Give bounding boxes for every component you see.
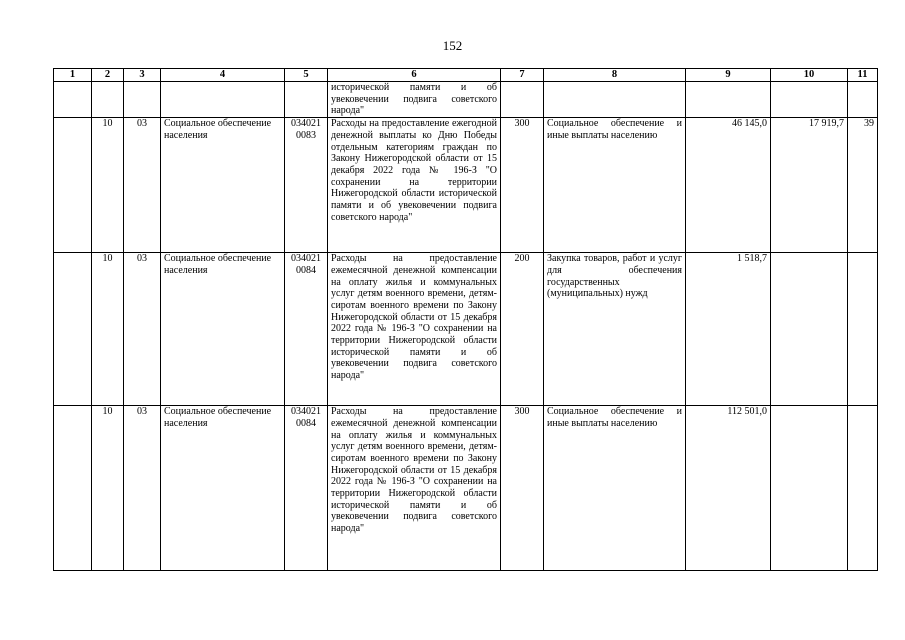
cell-col1 bbox=[54, 406, 92, 571]
amount-col11-cell bbox=[848, 406, 878, 571]
amount-col11-cell bbox=[848, 253, 878, 406]
expense-description-cell: Расходы на предоставление ежегодной денежной выплаты ко Дню Победы отдельным категориям граждан по Закону Нижегородской области от 15 декабря 2022 года № 196-З "О сохранении на территории Нижегородской области исторической памяти и об увековечении подвига советского народа" bbox=[328, 118, 501, 253]
table-row bbox=[54, 406, 878, 571]
cell bbox=[686, 82, 771, 118]
section-code-cell: 10 bbox=[92, 406, 124, 571]
target-code-cell: 034021 0084 bbox=[285, 253, 328, 406]
header-row bbox=[54, 69, 878, 82]
cell bbox=[285, 82, 328, 118]
cell bbox=[848, 82, 878, 118]
expense-type-name-cell: Социальное обеспечение и иные выплаты населению bbox=[544, 118, 686, 253]
expense-description-cell: Расходы на предоставление ежемесячной денежной компенсации на оплату жилья и коммунальных услуг детям военного времени, детям-сиротам военного времени по Закону Нижегородской области от 15 декабря 2022 года № 196-З "О сохранении на территории Нижегородской области исторической памяти и об увековечении подвига советского народа" bbox=[328, 253, 501, 406]
subsection-name-cell: Социальное обеспечение населения bbox=[161, 118, 285, 253]
expense-type-code-cell: 200 bbox=[501, 253, 544, 406]
page-number: 152 bbox=[442, 38, 463, 53]
expense-type-name-cell: Закупка товаров, работ и услуг для обеспечения государственных (муниципальных) нужд bbox=[544, 253, 686, 406]
subsection-code-cell: 03 bbox=[124, 253, 161, 406]
cell bbox=[771, 82, 848, 118]
header-col-7: 7 bbox=[501, 69, 544, 82]
subsection-code-cell: 03 bbox=[124, 118, 161, 253]
header-col-11: 11 bbox=[848, 69, 878, 82]
expense-type-code-cell: 300 bbox=[501, 406, 544, 571]
amount-col10-cell bbox=[771, 253, 848, 406]
table-row bbox=[54, 118, 878, 253]
cell bbox=[124, 82, 161, 118]
header-col-4: 4 bbox=[161, 69, 285, 82]
header-col-8: 8 bbox=[544, 69, 686, 82]
cell-col1 bbox=[54, 253, 92, 406]
expense-description-cell: Расходы на предоставление ежемесячной денежной компенсации на оплату жилья и коммунальных услуг детям военного времени, детям-сиротам военного времени по Закону Нижегородской области от 15 декабря 2022 года № 196-З "О сохранении на территории Нижегородской области исторической памяти и об увековечении подвига советского народа" bbox=[328, 406, 501, 571]
target-code-cell: 034021 0083 bbox=[285, 118, 328, 253]
amount-col10-cell bbox=[771, 406, 848, 571]
amount-col10-cell: 17 919,7 bbox=[771, 118, 848, 253]
header-col-9: 9 bbox=[686, 69, 771, 82]
amount-col9-cell: 112 501,0 bbox=[686, 406, 771, 571]
subsection-name-cell: Социальное обеспечение населения bbox=[161, 253, 285, 406]
header-col-3: 3 bbox=[124, 69, 161, 82]
subsection-code-cell: 03 bbox=[124, 406, 161, 571]
subsection-name-cell: Социальное обеспечение населения bbox=[161, 406, 285, 571]
target-code-cell: 034021 0084 bbox=[285, 406, 328, 571]
cell bbox=[92, 82, 124, 118]
amount-col9-cell: 46 145,0 bbox=[686, 118, 771, 253]
cell bbox=[161, 82, 285, 118]
header-col-5: 5 bbox=[285, 69, 328, 82]
header-col-2: 2 bbox=[92, 69, 124, 82]
expense-description-cell: исторической памяти и об увековечении подвига советского народа" bbox=[328, 82, 501, 118]
expense-type-code-cell: 300 bbox=[501, 118, 544, 253]
cell bbox=[544, 82, 686, 118]
header-col-6: 6 bbox=[328, 69, 501, 82]
section-code-cell: 10 bbox=[92, 118, 124, 253]
table-row-continuation bbox=[54, 82, 878, 118]
amount-col11-cell: 39 bbox=[848, 118, 878, 253]
amount-col9-cell: 1 518,7 bbox=[686, 253, 771, 406]
header-col-1: 1 bbox=[54, 69, 92, 82]
cell bbox=[54, 82, 92, 118]
cell bbox=[501, 82, 544, 118]
expense-type-name-cell: Социальное обеспечение и иные выплаты населению bbox=[544, 406, 686, 571]
cell-col1 bbox=[54, 118, 92, 253]
section-code-cell: 10 bbox=[92, 253, 124, 406]
header-col-10: 10 bbox=[771, 69, 848, 82]
budget-table bbox=[53, 68, 878, 571]
table-row bbox=[54, 253, 878, 406]
